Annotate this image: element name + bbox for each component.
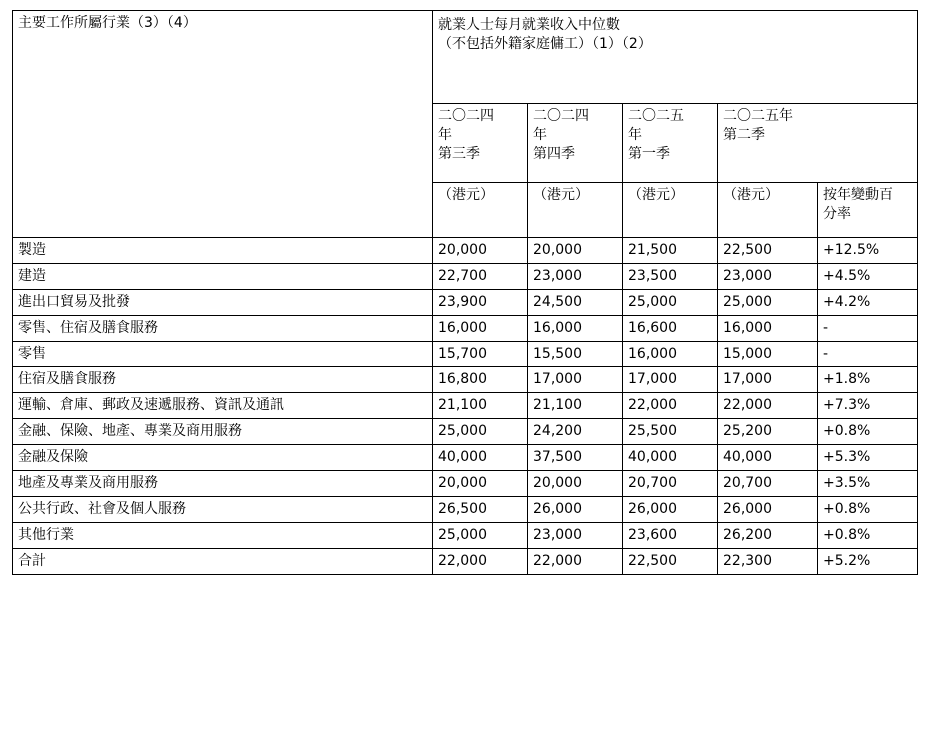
cell-2024q3: 25,000 xyxy=(433,522,528,548)
header-period-2025q2-line1: 二〇二五年 xyxy=(723,108,793,124)
cell-2024q3: 16,000 xyxy=(433,315,528,341)
cell-yoy: +0.8% xyxy=(818,496,918,522)
header-period-2024q3 xyxy=(433,104,528,183)
cell-2025q2: 17,000 xyxy=(718,367,818,393)
cell-2024q3: 21,100 xyxy=(433,393,528,419)
table-row xyxy=(13,419,918,445)
cell-2025q1: 23,600 xyxy=(623,522,718,548)
cell-yoy: +3.5% xyxy=(818,471,918,497)
cell-2024q4: 20,000 xyxy=(528,238,623,264)
cell-2024q3: 23,900 xyxy=(433,289,528,315)
row-label: 建造 xyxy=(13,263,433,289)
cell-2024q3: 16,800 xyxy=(433,367,528,393)
header-period-2025q1-line3: 第一季 xyxy=(628,145,670,162)
cell-yoy: +7.3% xyxy=(818,393,918,419)
cell-yoy: - xyxy=(818,341,918,367)
header-period-2024q4-line1: 二〇二四 xyxy=(533,108,589,124)
table-row xyxy=(13,341,918,367)
cell-2025q1: 17,000 xyxy=(623,367,718,393)
cell-2025q2: 22,000 xyxy=(718,393,818,419)
median-income-by-industry-table xyxy=(12,10,918,575)
cell-2025q2: 26,000 xyxy=(718,496,818,522)
cell-2025q1: 25,500 xyxy=(623,419,718,445)
header-period-2025q2-line2: 第二季 xyxy=(723,126,765,143)
cell-2025q2: 22,500 xyxy=(718,238,818,264)
cell-2024q3: 40,000 xyxy=(433,445,528,471)
cell-2024q4: 37,500 xyxy=(528,445,623,471)
cell-yoy: - xyxy=(818,315,918,341)
cell-2025q1: 23,500 xyxy=(623,263,718,289)
cell-2025q1: 26,000 xyxy=(623,496,718,522)
cell-2025q2: 22,300 xyxy=(718,548,818,574)
cell-2025q1: 22,500 xyxy=(623,548,718,574)
table-row xyxy=(13,289,918,315)
cell-2025q1: 21,500 xyxy=(623,238,718,264)
cell-2024q4: 15,500 xyxy=(528,341,623,367)
cell-2024q4: 23,000 xyxy=(528,263,623,289)
header-unit-2025q2: （港元） xyxy=(718,183,818,238)
header-industry-label-text: 主要工作所屬行業（3）（4） xyxy=(18,15,197,31)
cell-2024q3: 22,700 xyxy=(433,263,528,289)
cell-yoy: +4.2% xyxy=(818,289,918,315)
row-label: 公共行政、社會及個人服務 xyxy=(13,496,433,522)
cell-2025q1: 20,700 xyxy=(623,471,718,497)
header-period-2025q1-line2: 年 xyxy=(628,126,642,143)
cell-yoy: +12.5% xyxy=(818,238,918,264)
table-row xyxy=(13,496,918,522)
cell-2024q3: 22,000 xyxy=(433,548,528,574)
cell-2025q2: 23,000 xyxy=(718,263,818,289)
table-row xyxy=(13,522,918,548)
header-period-2024q3-line1: 二〇二四 xyxy=(438,108,494,124)
header-income-title xyxy=(433,11,918,104)
cell-2025q2: 20,700 xyxy=(718,471,818,497)
table-row xyxy=(13,315,918,341)
header-row-title xyxy=(13,11,918,104)
cell-2025q1: 22,000 xyxy=(623,393,718,419)
cell-2025q2: 40,000 xyxy=(718,445,818,471)
row-label: 運輸、倉庫、郵政及速遞服務、資訊及通訊 xyxy=(13,393,433,419)
header-unit-2024q3: （港元） xyxy=(433,183,528,238)
header-period-2024q4 xyxy=(528,104,623,183)
cell-2025q1: 25,000 xyxy=(623,289,718,315)
cell-2025q2: 25,200 xyxy=(718,419,818,445)
header-yoy-label-line1: 按年變動百 xyxy=(823,187,893,203)
row-label: 金融及保險 xyxy=(13,445,433,471)
header-period-2025q1 xyxy=(623,104,718,183)
cell-2024q4: 17,000 xyxy=(528,367,623,393)
cell-yoy: +5.3% xyxy=(818,445,918,471)
table-row xyxy=(13,238,918,264)
cell-2024q4: 21,100 xyxy=(528,393,623,419)
header-yoy-label xyxy=(818,183,918,238)
row-label: 金融、保險、地產、專業及商用服務 xyxy=(13,419,433,445)
row-label: 製造 xyxy=(13,238,433,264)
table-row xyxy=(13,445,918,471)
cell-2024q4: 23,000 xyxy=(528,522,623,548)
cell-yoy: +4.5% xyxy=(818,263,918,289)
header-industry-label xyxy=(13,11,433,238)
cell-2024q3: 26,500 xyxy=(433,496,528,522)
header-period-2025q1-line1: 二〇二五 xyxy=(628,108,684,124)
cell-2024q3: 25,000 xyxy=(433,419,528,445)
row-label: 住宿及膳食服務 xyxy=(13,367,433,393)
cell-2024q3: 15,700 xyxy=(433,341,528,367)
cell-yoy: +0.8% xyxy=(818,522,918,548)
header-income-title-line2: （不包括外籍家庭傭工）（1）（2） xyxy=(438,35,652,52)
cell-2024q4: 24,200 xyxy=(528,419,623,445)
row-label: 零售 xyxy=(13,341,433,367)
header-period-2024q4-line2: 年 xyxy=(533,126,547,143)
table-row xyxy=(13,263,918,289)
cell-2025q2: 15,000 xyxy=(718,341,818,367)
cell-2025q1: 40,000 xyxy=(623,445,718,471)
header-period-2025q2 xyxy=(718,104,918,183)
cell-yoy: +1.8% xyxy=(818,367,918,393)
cell-2025q1: 16,600 xyxy=(623,315,718,341)
table-row xyxy=(13,471,918,497)
cell-2024q3: 20,000 xyxy=(433,471,528,497)
cell-2025q2: 25,000 xyxy=(718,289,818,315)
cell-2024q4: 22,000 xyxy=(528,548,623,574)
row-label: 其他行業 xyxy=(13,522,433,548)
row-label: 零售、住宿及膳食服務 xyxy=(13,315,433,341)
table-header xyxy=(13,11,918,238)
cell-2025q1: 16,000 xyxy=(623,341,718,367)
cell-yoy: +5.2% xyxy=(818,548,918,574)
row-label-total: 合計 xyxy=(13,548,433,574)
cell-2025q2: 26,200 xyxy=(718,522,818,548)
header-unit-2025q1: （港元） xyxy=(623,183,718,238)
cell-yoy: +0.8% xyxy=(818,419,918,445)
header-period-2024q3-line3: 第三季 xyxy=(438,145,480,162)
header-period-2024q4-line3: 第四季 xyxy=(533,145,575,162)
header-period-2024q3-line2: 年 xyxy=(438,126,452,143)
cell-2024q3: 20,000 xyxy=(433,238,528,264)
cell-2024q4: 16,000 xyxy=(528,315,623,341)
cell-2024q4: 20,000 xyxy=(528,471,623,497)
table-body xyxy=(13,238,918,575)
table-row xyxy=(13,367,918,393)
row-label: 進出口貿易及批發 xyxy=(13,289,433,315)
header-yoy-label-line2: 分率 xyxy=(823,205,851,222)
table-row xyxy=(13,393,918,419)
cell-2024q4: 26,000 xyxy=(528,496,623,522)
cell-2024q4: 24,500 xyxy=(528,289,623,315)
header-unit-2024q4: （港元） xyxy=(528,183,623,238)
table-row xyxy=(13,548,918,574)
row-label: 地產及專業及商用服務 xyxy=(13,471,433,497)
cell-2025q2: 16,000 xyxy=(718,315,818,341)
header-income-title-line1: 就業人士每月就業收入中位數 xyxy=(438,17,620,33)
